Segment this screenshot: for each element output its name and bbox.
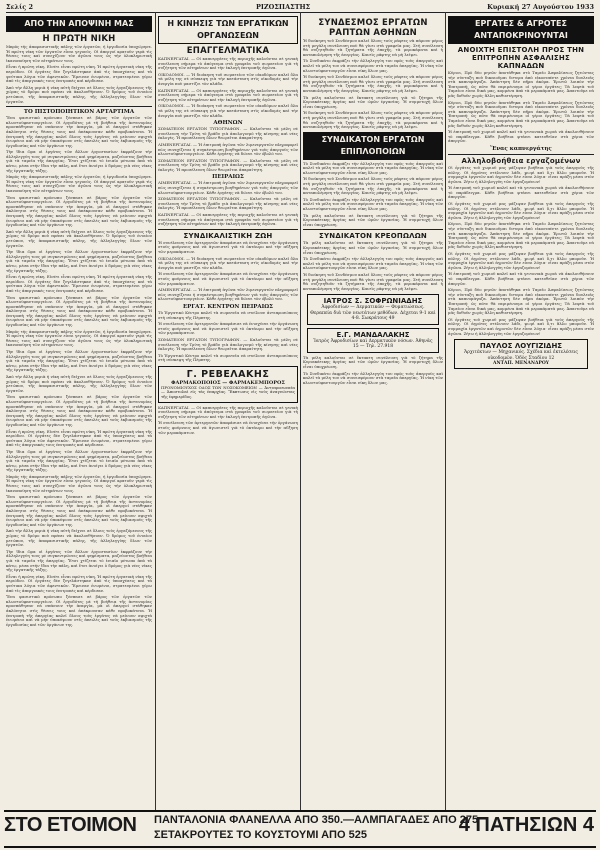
ad-title: ΙΑΤΡΟΣ Σ. ΣΟΦΡΩΝΙΑΔΗΣ (323, 297, 423, 306)
article-paragraph: Ἡ διοίκηση τοῦ Συνδέσμου καλεῖ ὅλους τοὺς ράφτες νὰ πάρουν μέρος στὴ μεγάλη συνέλευση ποὺ θὰ γίνει στὰ γραφεῖα μας. Στὴ συνέλευση θὰ συζητηθοῦν τὰ ζητήματα τῆς ἐποχῆς, τὰ μεροκάματα καὶ ἡ καταπολέμηση τῆς ἀνεργίας. Κανεὶς ράφτης νὰ μὴ λείψει. (303, 271, 443, 291)
page-number: Σελίς 2 (6, 3, 33, 11)
ad-subtitle: ΦΑΡΜΑΚΟΠΟΙΟΣ — ΦΑΡΜΑΚΕΜΠΟΡΟΣ (171, 379, 285, 386)
article-paragraph: Ἡ ἐπιτροπὴ τοῦ χωριοῦ καλεῖ καὶ τὰ γειτονικὰ χωριὰ νὰ ἀκολουθήσουν τὸ παράδειγμα. Κάθε βοήθεια φτάνει κατευθεῖαν στὰ χέρια τῶν ἀπεργῶν. (448, 271, 594, 286)
article-subtitle: ΠΕΙΡΑΙΩΣ (212, 174, 244, 181)
column-divider (155, 12, 156, 810)
article-title: Αλληλοβοήθεια εργαζομένων (461, 156, 581, 165)
article-paragraph: Τὸ Συνδικάτο ἐκφράζει τὴν ἀλληλεγγύη του πρὸς τοὺς ἀπεργοὺς καὶ καλεῖ τὰ μέλη του νὰ συνεισφέρουν στὰ ταμεῖα ἀπεργίας. Ἡ νίκη τῶν κλωστοϋφαντουργῶν εἶναι νίκη ὅλων μας. (303, 370, 443, 385)
article-signature: Ἕνας καπνεργάτης (490, 145, 552, 152)
article-paragraph: Μπρὸς τὴς ἀποφασιστικῆς πάλης τῶν ἐργατῶν, ἡ ἐργοδοσία ὑποχώρησε. Ἡ πρώτη νίκη τῶν ἐργατῶν εἶναι γεγονός. Οἱ ἀπεργοί κρατοῦν γερὰ τὶς θέσεις τους καὶ συνεχίζουν τὸν ἀγῶνα τους ὡς τὴν ὁλοκληρωτικὴ ἱκανοποίηση τῶν αἰτημάτων τους. (6, 44, 152, 63)
store-name: ΣΤΟ ΕΤΟΙΜΟΝ (4, 814, 137, 836)
article-paragraph: Ἡ διοίκηση τοῦ Συνδέσμου καλεῖ ὅλους τοὺς ράφτες νὰ πάρουν μέρος στὴ μεγάλη συνέλευση ποὺ θὰ γίνει στὰ γραφεῖα μας. Στὴ συνέλευση θὰ συζητηθοῦν τὰ ζητήματα τῆς ἐποχῆς, τὰ μεροκάματα καὶ ἡ καταπολέμηση τῆς ἀνεργίας. Κανεὶς ράφτης νὰ μὴ λείψει. (303, 74, 443, 93)
article-paragraph: ΟΙΚΟΔΟΜΟΙ. — Ἡ διοίκηση τοῦ σωματείου τῶν οἰκοδόμων καλεῖ ὅλα τὰ μέλη της σὲ σύσκεψη γιὰ τὴν κατάσταση στὶς οἰκοδομὲς καὶ τὴν ἀνεργία ποὺ μαστίζει τὸν κλάδο. (158, 71, 298, 86)
article-paragraph: ΚΑΠΝΕΡΓΑΤΑΙ. — Οἱ καπνεργάτες τῆς περιοχῆς καλοῦνται σὲ γενικὴ συνέλευση σήμερα τὸ ἀπόγευμα στὰ γραφεῖα τοῦ σωματείου γιὰ τὴ συζήτηση τῶν αἰτημάτων καὶ τὴν ἐκλογὴ ἐπιτροπῆς ἀγῶνα. (158, 212, 298, 227)
article-paragraph: Τὸ Ἐργατικὸ Κέντρο καλεῖ τὰ σωματεῖα νὰ στείλουν ἀντιπροσώπους στὴ σύσκεψη τῆς Πέμπτης. (158, 309, 298, 320)
article-paragraph: Τὰ μέλη καλοῦνται σὲ ἔκτακτη συνέλευση γιὰ τὸ ζήτημα τῆς Κυριακάτικης ἀργίας καὶ τῶν ὡρῶν ἐργασίας. Ἡ συμμετοχὴ ὅλων εἶναι ὑποχρέωση. (303, 240, 443, 255)
article-paragraph: Τὸ Συνδικάτο ἐκφράζει τὴν ἀλληλεγγύη του πρὸς τοὺς ἀπεργοὺς καὶ καλεῖ τὰ μέλη του νὰ συνεισφέρουν στὰ ταμεῖα ἀπεργίας. Ἡ νίκη τῶν κλωστοϋφαντουργῶν εἶναι νίκη ὅλων μας. (303, 196, 443, 212)
article-paragraph: ΟΙΚΟΔΟΜΟΙ. — Ἡ διοίκηση τοῦ σωματείου τῶν οἰκοδόμων καλεῖ ὅλα τὰ μέλη της σὲ σύσκεψη γιὰ τὴν κατάσταση στὶς οἰκοδομὲς καὶ τὴν ἀνεργία ποὺ μαστίζει τὸν κλάδο. (158, 103, 298, 118)
article-paragraph: Τὴν ἴδια ὥρα οἱ ἐργάτες τῶν ἄλλων ἐργοστασίων ἐκφράζουν τὴν ἀλληλεγγύη τους μὲ συγκεντρώσεις καὶ ψηφίσματα, μαζεύοντας βοήθεια γιὰ τὰ ταμεῖα τῆς ἀπεργίας. Ἔτσι χτίζεται τὸ ἑνιαῖο μέτωπο ἀπὸ τὰ κάτω, μέσα στὴν ἴδια τὴν πάλη, καὶ ἔτσι ἀνοίγει ὁ δρόμος γιὰ νέες νίκες τῆς ἐργατικῆς τάξης. (6, 249, 152, 273)
divider (303, 229, 443, 230)
article-paragraph: Εἶναι ἡ πρώτη νίκη. Εἰσέτι εἶναι πρώτη νίκη. Ἡ πρώτη ἐργατικὴ νίκη τῆς περιόδου. Οἱ ἐργάτες δὲν ξεγελάστηκαν ἀπὸ τὶς ὑποσχέσεις καὶ τὰ ψεύτικα λόγια τῶν ἀφεντικῶν. Ἔμειναν ἑνωμένοι, στρατευμένοι γύρω ἀπὸ τὶς ἀπεργιακὲς τους ἐπιτροπὲς καὶ κέρδισαν. (6, 274, 152, 293)
article-paragraph: ΣΩΜΑΤΕΙΟΝ ΕΡΓΑΤΩΝ ΤΥΠΟΓΡΑΦΩΝ. — Καλοῦνται τὰ μέλη σὲ συνέλευση τὴν Τρίτη τὸ βράδυ γιὰ ἀπολογισμὸ τῆς κίνησης καὶ νέες ἐκλογές. Ἡ προσέλευση ὅλων θεωρεῖται ἀπαραίτητη. (158, 126, 298, 141)
article-paragraph: ΚΑΠΝΕΡΓΑΤΑΙ. — Οἱ καπνεργάτες τῆς περιοχῆς καλοῦνται σὲ γενικὴ συνέλευση σήμερα τὸ ἀπόγευμα στὰ γραφεῖα τοῦ σωματείου γιὰ τὴ συζήτηση τῶν αἰτημάτων καὶ τὴν ἐκλογὴ ἐπιτροπῆς ἀγῶνα. (158, 87, 298, 102)
article-paragraph: Τὰ μέλη καλοῦνται σὲ ἔκτακτη συνέλευση γιὰ τὸ ζήτημα τῆς Κυριακάτικης ἀργίας καὶ τῶν ὡρῶν ἐργασίας. Ἡ συμμετοχὴ ὅλων εἶναι ὑποχρέωση. (303, 94, 443, 109)
article-paragraph: Ἡ ἐπιτροπὴ τοῦ χωριοῦ καλεῖ καὶ τὰ γειτονικὰ χωριὰ νὰ ἀκολουθήσουν τὸ παράδειγμα. Κάθε βοήθεια φτάνει κατευθεῖαν στὰ χέρια τῶν ἀπεργῶν. (448, 185, 594, 200)
section-banner: ΕΡΓΑΤΕΣ & ΑΓΡΟΤΕΣ ΑΝΤΑΠΟΚΡΙΝΟΥΝΤΑΙ (448, 16, 594, 44)
pharmacy-advertisement (158, 366, 298, 403)
article-title: ΕΠΑΓΓΕΛΜΑΤΙΚΑ (186, 46, 270, 56)
article-paragraph: Ἡ διοίκηση τοῦ Συνδέσμου καλεῖ ὅλους τοὺς ράφτες νὰ πάρουν μέρος στὴ μεγάλη συνέλευση ποὺ θὰ γίνει στὰ γραφεῖα μας. Στὴ συνέλευση θὰ συζητηθοῦν τὰ ζητήματα τῆς ἐποχῆς, τὰ μεροκάματα καὶ ἡ καταπολέμηση τῆς ἀνεργίας. Κανεὶς ράφτης νὰ μὴ λείψει. (303, 110, 443, 130)
footer-advertisement (4, 810, 596, 848)
article-title: ΣΥΝΔΕΣΜΟΣ ΕΡΓΑΤΩΝ ΡΑΠΤΩΝ ΑΘΗΝΩΝ (318, 18, 428, 38)
article-paragraph: Κύριοι, Πρὸ δύο μηνῶν ἀποτάθηκα στὸ Ταμεῖο Ἀσφαλίσεως ζητώντας τὴν σύνταξη ποὺ δικαιοῦμαι ὕστερα ἀπὸ εἰκοσιπέντε χρόνια δουλειᾶς στὰ καπνομάγαζα. Ἀπάντηση δὲν πῆρα ἀκόμα. Ἐρωτῶ λοιπὸν τὴν Ἐπιτροπή: ὡς πότε θὰ περιμένουμε οἱ γέροι ἐργάτες; Τὰ λεφτὰ τοῦ Ταμείου εἶναι δικά μας, κομμένα ἀπὸ τὰ μεροκάματά μας. Ἀπαιτοῦμε νὰ μᾶς δοθοῦν χωρὶς ἄλλη καθυστέρηση. (448, 221, 594, 250)
ad-footer: ΑΝΤΑΠ. ΜΕΝΑΝΔΡΟΥ (493, 361, 549, 367)
article-paragraph: ΚΑΠΝΕΡΓΑΤΑΙ. — Οἱ καπνεργάτες τῆς περιοχῆς καλοῦνται σὲ γενικὴ συνέλευση σήμερα τὸ ἀπόγευμα στὰ γραφεῖα τοῦ σωματείου γιὰ τὴ συζήτηση τῶν αἰτημάτων καὶ τὴν ἐκλογὴ ἐπιτροπῆς ἀγῶνα. (158, 56, 298, 71)
ad-text: ΠΡΟΝΟΜΙΟΥΧΟΣ ΟΔΟΣ ΤΩΝ ΝΟΣΟΚΟΜΕΙΩΝ — Ἀντιπροσωπεία — Ἀποστολαὶ εἰς τὰς ἐπαρχίας. Ἔκπτωσις εἰς τοὺς ἀναγνώστας τῆς ἐφημερίδος. (161, 384, 295, 400)
section-banner: Η ΚΙΝΗΣΙΣ ΤΩΝ ΕΡΓΑΤΙΚΩΝ ΟΡΓΑΝΩΣΕΩΝ (158, 16, 298, 44)
article-paragraph: Κύριοι, Πρὸ δύο μηνῶν ἀποτάθηκα στὸ Ταμεῖο Ἀσφαλίσεως ζητώντας τὴν σύνταξη ποὺ δικαιοῦμαι ὕστερα ἀπὸ εἰκοσιπέντε χρόνια δουλειᾶς στὰ καπνομάγαζα. Ἀπάντηση δὲν πῆρα ἀκόμα. Ἐρωτῶ λοιπὸν τὴν Ἐπιτροπή: ὡς πότε θὰ περιμένουμε οἱ γέροι ἐργάτες; Τὰ λεφτὰ τοῦ Ταμείου εἶναι δικά μας, κομμένα ἀπὸ τὰ μεροκάματά μας. Ἀπαιτοῦμε νὰ μᾶς δοθοῦν χωρὶς ἄλλη καθυστέρηση. (448, 70, 594, 98)
ad-line-suits: ΣΕΤΑΚΡΟΥΤΕΣ ΤΟ ΚΟΥΣΤΟΥΜΙ ΑΠΟ 525 (154, 829, 367, 841)
article-paragraph: Τὰ μέλη καλοῦνται σὲ ἔκτακτη συνέλευση γιὰ τὸ ζήτημα τῆς Κυριακάτικης ἀργίας καὶ τῶν ὡρῶν ἐργασίας. Ἡ συμμετοχὴ ὅλων εἶναι ὑποχρέωση. (303, 212, 443, 227)
article-paragraph: Μπρὸς τὴς ἀποφασιστικῆς πάλης τῶν ἐργατῶν, ἡ ἐργοδοσία ὑποχώρησε. Ἡ πρώτη νίκη τῶν ἐργατῶν εἶναι γεγονός. Οἱ ἀπεργοί κρατοῦν γερὰ τὶς θέσεις τους καὶ συνεχίζουν τὸν ἀγῶνα τους ὡς τὴν ὁλοκληρωτικὴ ἱκανοποίηση τῶν αἰτημάτων τους. (6, 473, 152, 493)
article-paragraph: Μπρὸς τὴς ἀποφασιστικῆς πάλης τῶν ἐργατῶν, ἡ ἐργοδοσία ὑποχώρησε. Ἡ πρώτη νίκη τῶν ἐργατῶν εἶναι γεγονός. Οἱ ἀπεργοί κρατοῦν γερὰ τὶς θέσεις τους καὶ συνεχίζουν τὸν ἀγῶνα τους ὡς τὴν ὁλοκληρωτικὴ ἱκανοποίηση τῶν αἰτημάτων τους. (6, 328, 152, 348)
article-paragraph: Ἀπὸ τὴν ἄλλη μεριὰ ἡ νίκη αὐτὴ δείχνει σὲ ὅλους τοὺς ἐργαζόμενους τῆς χώρας τὸ δρόμο ποὺ πρέπει νὰ ἀκολουθήσουν. Ὁ δρόμος τοῦ ἑνιαίου μετώπου, τῆς ἀποφασιστικῆς πάλης, τῆς ἀλληλεγγύης ὅλων τῶν ἐργατῶν. (6, 228, 152, 248)
column-divider (300, 12, 301, 810)
article-paragraph: Ἡ συνέλευση τῶν ἀρτεργατῶν ἀποφάσισε νὰ ἐνισχύσει τὴν ὀργάνωση στοὺς φούρνους καὶ νὰ ἀγωνιστεῖ γιὰ τὸ ὀκτάωρο καὶ τὴν αὔξηση τῶν μεροκάματων. (158, 239, 298, 254)
article-paragraph: Τὴν ἴδια ὥρα οἱ ἐργάτες τῶν ἄλλων ἐργοστασίων ἐκφράζουν τὴν ἀλληλεγγύη τους μὲ συγκεντρώσεις καὶ ψηφίσματα, μαζεύοντας βοήθεια γιὰ τὰ ταμεῖα τῆς ἀπεργίας. Ἔτσι χτίζεται τὸ ἑνιαῖο μέτωπο ἀπὸ τὰ κάτω, μέσα στὴν ἴδια τὴν πάλη, καὶ ἔτσι ἀνοίγει ὁ δρόμος γιὰ νέες νίκες τῆς ἐργατικῆς τάξης. (6, 448, 152, 473)
doctor-advertisement (307, 294, 439, 325)
article-paragraph: Ἕνα φασιστικὸ πρόσωπο ξέσπασε σὲ βάρος τῶν ἐργατῶν τῶν κλωστοϋφαντουργείων. Οἱ ἐργοδότες μὲ τὴ βοήθεια τῆς ἀστυνομίας προσπάθησαν νὰ σπάσουν τὴν ἀπεργία, μὰ οἱ ἀπεργοί στάθηκαν ἀκλόνητοι στὶς θέσεις τους καὶ ἀπέκρουσαν κάθε προβοκάτσια. Ἡ ἐπιτροπὴ τῆς ἀπεργίας καλεῖ ὅλους τοὺς ἐργάτες νὰ μείνουν σφιχτὰ ἑνωμένοι καὶ νὰ μὴν ὑποκύψουν στὶς ἀπειλὲς καὶ τοὺς ἐκβιασμοὺς τῆς ἐργοδοσίας καὶ τῶν ὀργάνων της. (6, 115, 152, 148)
article-paragraph: ΣΩΜΑΤΕΙΟΝ ΕΡΓΑΤΩΝ ΤΥΠΟΓΡΑΦΩΝ. — Καλοῦνται τὰ μέλη σὲ συνέλευση τὴν Τρίτη τὸ βράδυ γιὰ ἀπολογισμὸ τῆς κίνησης καὶ νέες ἐκλογές. Ἡ προσέλευση ὅλων θεωρεῖται ἀπαραίτητη. (158, 336, 298, 352)
masthead: ΡΙΖΟΣΠΑΣΤΗΣ (256, 3, 311, 11)
article-title: ΣΥΝΔΙΚΑΤΟΝ ΚΡΕΟΠΩΛΩΝ (319, 232, 427, 241)
article-paragraph: Τὰ μέλη καλοῦνται σὲ ἔκτακτη συνέλευση γιὰ τὸ ζήτημα τῆς Κυριακάτικης ἀργίας καὶ τῶν ὡρῶν ἐργασίας. Ἡ συμμετοχὴ ὅλων εἶναι ὑποχρέωση. (303, 354, 443, 370)
article-paragraph: Κύριοι, Πρὸ δύο μηνῶν ἀποτάθηκα στὸ Ταμεῖο Ἀσφαλίσεως ζητώντας τὴν σύνταξη ποὺ δικαιοῦμαι ὕστερα ἀπὸ εἰκοσιπέντε χρόνια δουλειᾶς στὰ καπνομάγαζα. Ἀπάντηση δὲν πῆρα ἀκόμα. Ἐρωτῶ λοιπὸν τὴν Ἐπιτροπή: ὡς πότε θὰ περιμένουμε οἱ γέροι ἐργάτες; Τὰ λεφτὰ τοῦ Ταμείου εἶναι δικά μας, κομμένα ἀπὸ τὰ μεροκάματά μας. Ἀπαιτοῦμε νὰ μᾶς δοθοῦν χωρὶς ἄλλη καθυστέρηση. (448, 287, 594, 316)
article-paragraph: ΣΩΜΑΤΕΙΟΝ ΕΡΓΑΤΩΝ ΤΥΠΟΓΡΑΦΩΝ. — Καλοῦνται τὰ μέλη σὲ συνέλευση τὴν Τρίτη τὸ βράδυ γιὰ ἀπολογισμὸ τῆς κίνησης καὶ νέες ἐκλογές. Ἡ προσέλευση ὅλων θεωρεῖται ἀπαραίτητη. (158, 157, 298, 172)
article-paragraph: Ἀπὸ τὴν ἄλλη μεριὰ ἡ νίκη αὐτὴ δείχνει σὲ ὅλους τοὺς ἐργαζόμενους τῆς χώρας τὸ δρόμο ποὺ πρέπει νὰ ἀκολουθήσουν. Ὁ δρόμος τοῦ ἑνιαίου μετώπου, τῆς ἀποφασιστικῆς πάλης, τῆς ἀλληλεγγύης ὅλων τῶν ἐργατῶν. (6, 84, 152, 104)
article-paragraph: Οἱ ἐργάτες τοῦ χωριοῦ μας μάζεψαν βοήθεια γιὰ τοὺς ἀπεργοὺς τῆς πόλης. Οἱ ἀγρότες στέλνουν λάδι, ψωμὶ καὶ ὅ,τι ἄλλο μποροῦν. Ἡ συμμαχία ἐργατῶν καὶ ἀγροτῶν δὲν εἶναι λόγια· εἶναι πράξη μέσα στὸν ἀγῶνα. Ζήτω ἡ ἀλληλεγγύη τῶν ἐργαζομένων! (448, 251, 594, 270)
section-banner: ΣΥΝΔΙΚΑΤΟΝ ΕΡΓΑΤΩΝ ΕΠΙΠΛΟΠΟΙΩΝ (303, 132, 443, 160)
architect-advertisement (454, 339, 588, 369)
ad-title: Ε.Γ. ΜΑΝΔΑΛΑΚΗΣ (336, 330, 410, 339)
article-paragraph: ΛΙΜΕΝΕΡΓΑΤΑΙ. — Ἡ ἐπιτροπὴ ἀγῶνα τῶν λιμενεργατῶν πληροφορεῖ πὼς συνεχίζεται ἡ συγκέντρωση βοηθημάτων γιὰ τοὺς ἀπεργοὺς τῶν κλωστοϋφαντουργείων. Κάθε ἐργάτης νὰ δώσει τὸν ὀβολό του. (158, 287, 298, 302)
article-paragraph: Ἡ διοίκηση τοῦ Συνδέσμου καλεῖ ὅλους τοὺς ράφτες νὰ πάρουν μέρος στὴ μεγάλη συνέλευση ποὺ θὰ γίνει στὰ γραφεῖα μας. Στὴ συνέλευση θὰ συζητηθοῦν τὰ ζητήματα τῆς ἐποχῆς, τὰ μεροκάματα καὶ ἡ καταπολέμηση τῆς ἀνεργίας. Κανεὶς ράφτης νὰ μὴ λείψει. (303, 176, 443, 196)
article-paragraph: Οἱ ἐργάτες τοῦ χωριοῦ μας μάζεψαν βοήθεια γιὰ τοὺς ἀπεργοὺς τῆς πόλης. Οἱ ἀγρότες στέλνουν λάδι, ψωμὶ καὶ ὅ,τι ἄλλο μποροῦν. Ἡ συμμαχία ἐργατῶν καὶ ἀγροτῶν δὲν εἶναι λόγια· εἶναι πράξη μέσα στὸν ἀγῶνα. Ζήτω ἡ ἀλληλεγγύη τῶν ἐργαζομένων! (448, 164, 594, 184)
article-paragraph: ΛΙΜΕΝΕΡΓΑΤΑΙ. — Ἡ ἐπιτροπὴ ἀγῶνα τῶν λιμενεργατῶν πληροφορεῖ πὼς συνεχίζεται ἡ συγκέντρωση βοηθημάτων γιὰ τοὺς ἀπεργοὺς τῶν κλωστοϋφαντουργείων. Κάθε ἐργάτης νὰ δώσει τὸν ὀβολό του. (158, 141, 298, 157)
issue-date: Κυριακή 27 Αυγούστου 1933 (487, 3, 594, 11)
article-paragraph: Εἶναι ἡ πρώτη νίκη. Εἰσέτι εἶναι πρώτη νίκη. Ἡ πρώτη ἐργατικὴ νίκη τῆς περιόδου. Οἱ ἐργάτες δὲν ξεγελάστηκαν ἀπὸ τὶς ὑποσχέσεις καὶ τὰ ψεύτικα λόγια τῶν ἀφεντικῶν. Ἔμειναν ἑνωμένοι, στρατευμένοι γύρω ἀπὸ τὶς ἀπεργιακὲς τους ἐπιτροπὲς καὶ κέρδισαν. (6, 428, 152, 448)
article-paragraph: Ἕνα φασιστικὸ πρόσωπο ξέσπασε σὲ βάρος τῶν ἐργατῶν τῶν κλωστοϋφαντουργείων. Οἱ ἐργοδότες μὲ τὴ βοήθεια τῆς ἀστυνομίας προσπάθησαν νὰ σπάσουν τὴν ἀπεργία, μὰ οἱ ἀπεργοί στάθηκαν ἀκλόνητοι στὶς θέσεις τους καὶ ἀπέκρουσαν κάθε προβοκάτσια. Ἡ ἐπιτροπὴ τῆς ἀπεργίας καλεῖ ὅλους τοὺς ἐργάτες νὰ μείνουν σφιχτὰ ἑνωμένοι καὶ νὰ μὴν ὑποκύψουν στὶς ἀπειλὲς καὶ τοὺς ἐκβιασμοὺς τῆς ἐργοδοσίας καὶ τῶν ὀργάνων της. (6, 294, 152, 328)
column-unions (303, 16, 443, 806)
article-paragraph: ΛΙΜΕΝΕΡΓΑΤΑΙ. — Ἡ ἐπιτροπὴ ἀγῶνα τῶν λιμενεργατῶν πληροφορεῖ πὼς συνεχίζεται ἡ συγκέντρωση βοηθημάτων γιὰ τοὺς ἀπεργοὺς τῶν κλωστοϋφαντουργείων. Κάθε ἐργάτης νὰ δώσει τὸν ὀβολό του. (158, 180, 298, 195)
article-paragraph: Ἡ συνέλευση τῶν ἀρτεργατῶν ἀποφάσισε νὰ ἐνισχύσει τὴν ὀργάνωση στοὺς φούρνους καὶ νὰ ἀγωνιστεῖ γιὰ τὸ ὀκτάωρο καὶ τὴν αὔξηση τῶν μεροκάματων. (158, 321, 298, 336)
article-paragraph: Ἡ διοίκηση τοῦ Συνδέσμου καλεῖ ὅλους τοὺς ράφτες νὰ πάρουν μέρος στὴ μεγάλη συνέλευση ποὺ θὰ γίνει στὰ γραφεῖα μας. Στὴ συνέλευση θὰ συζητηθοῦν τὰ ζητήματα τῆς ἐποχῆς, τὰ μεροκάματα καὶ ἡ καταπολέμηση τῆς ἀνεργίας. Κανεὶς ράφτης νὰ μὴ λείψει. (303, 38, 443, 57)
article-paragraph: Τὴν ἴδια ὥρα οἱ ἐργάτες τῶν ἄλλων ἐργοστασίων ἐκφράζουν τὴν ἀλληλεγγύη τους μὲ συγκεντρώσεις καὶ ψηφίσματα, μαζεύοντας βοήθεια γιὰ τὰ ταμεῖα τῆς ἀπεργίας. Ἔτσι χτίζεται τὸ ἑνιαῖο μέτωπο ἀπὸ τὰ κάτω, μέσα στὴν ἴδια τὴν πάλη, καὶ ἔτσι ἀνοίγει ὁ δρόμος γιὰ νέες νίκες τῆς ἐργατικῆς τάξης. (6, 349, 152, 373)
article-paragraph: Εἶναι ἡ πρώτη νίκη. Εἰσέτι εἶναι πρώτη νίκη. Ἡ πρώτη ἐργατικὴ νίκη τῆς περιόδου. Οἱ ἐργάτες δὲν ξεγελάστηκαν ἀπὸ τὶς ὑποσχέσεις καὶ τὰ ψεύτικα λόγια τῶν ἀφεντικῶν. Ἔμειναν ἑνωμένοι, στρατευμένοι γύρω ἀπὸ τὶς ἀπεργιακὲς τους ἐπιτροπὲς καὶ κέρδισαν. (6, 64, 152, 84)
article-paragraph: ΚΑΠΝΕΡΓΑΤΑΙ. — Οἱ καπνεργάτες τῆς περιοχῆς καλοῦνται σὲ γενικὴ συνέλευση σήμερα τὸ ἀπόγευμα στὰ γραφεῖα τοῦ σωματείου γιὰ τὴ συζήτηση τῶν αἰτημάτων καὶ τὴν ἐκλογὴ ἐπιτροπῆς ἀγῶνα. (158, 404, 298, 419)
column-divider (445, 12, 446, 810)
article-paragraph: Ἡ ἐπιτροπὴ τοῦ χωριοῦ καλεῖ καὶ τὰ γειτονικὰ χωριὰ νὰ ἀκολουθήσουν τὸ παράδειγμα. Κάθε βοήθεια φτάνει κατευθεῖαν στὰ χέρια τῶν ἀπεργῶν. (448, 129, 594, 144)
ad-text: Ἰατρὸς Ἀφροδισίων καὶ Δερματικῶν νόσων. Ἀθηνᾶς 15 — Τηλ. 27.918 (313, 338, 433, 350)
article-paragraph: ΟΙΚΟΔΟΜΟΙ. — Ἡ διοίκηση τοῦ σωματείου τῶν οἰκοδόμων καλεῖ ὅλα τὰ μέλη της σὲ σύσκεψη γιὰ τὴν κατάσταση στὶς οἰκοδομὲς καὶ τὴν ἀνεργία ποὺ μαστίζει τὸν κλάδο. (158, 255, 298, 270)
article-paragraph: Ἀπὸ τὴν ἄλλη μεριὰ ἡ νίκη αὐτὴ δείχνει σὲ ὅλους τοὺς ἐργαζόμενους τῆς χώρας τὸ δρόμο ποὺ πρέπει νὰ ἀκολουθήσουν. Ὁ δρόμος τοῦ ἑνιαίου μετώπου, τῆς ἀποφασιστικῆς πάλης, τῆς ἀλληλεγγύης ὅλων τῶν ἐργατῶν. (6, 374, 152, 393)
divider (158, 229, 298, 230)
article-paragraph: Ἕνα φασιστικὸ πρόσωπο ξέσπασε σὲ βάρος τῶν ἐργατῶν τῶν κλωστοϋφαντουργείων. Οἱ ἐργοδότες μὲ τὴ βοήθεια τῆς ἀστυνομίας προσπάθησαν νὰ σπάσουν τὴν ἀπεργία, μὰ οἱ ἀπεργοί στάθηκαν ἀκλόνητοι στὶς θέσεις τους καὶ ἀπέκρουσαν κάθε προβοκάτσια. Ἡ ἐπιτροπὴ τῆς ἀπεργίας καλεῖ ὅλους τοὺς ἐργάτες νὰ μείνουν σφιχτὰ ἑνωμένοι καὶ νὰ μὴν ὑποκύψουν στὶς ἀπειλὲς καὶ τοὺς ἐκβιασμοὺς τῆς ἐργοδοσίας καὶ τῶν ὀργάνων της. (6, 194, 152, 228)
article-subtitle: ΑΘΗΝΩΝ (213, 120, 243, 127)
ad-line-trousers: ΠΑΝΤΑΛΟΝΙΑ ΦΛΑΝΕΛΛΑ ΑΠΟ 350.—ΑΛΜΠΑΓΑΔΕΣ ΑΠΟ 275 (154, 814, 479, 826)
ad-title: Γ. ΡΕΒΕΛΑΚΗΣ (186, 368, 270, 380)
article-paragraph: Ἕνα φασιστικὸ πρόσωπο ξέσπασε σὲ βάρος τῶν ἐργατῶν τῶν κλωστοϋφαντουργείων. Οἱ ἐργοδότες μὲ τὴ βοήθεια τῆς ἀστυνομίας προσπάθησαν νὰ σπάσουν τὴν ἀπεργία, μὰ οἱ ἀπεργοί στάθηκαν ἀκλόνητοι στὶς θέσεις τους καὶ ἀπέκρουσαν κάθε προβοκάτσια. Ἡ ἐπιτροπὴ τῆς ἀπεργίας καλεῖ ὅλους τοὺς ἐργάτες νὰ μείνουν σφιχτὰ ἑνωμένοι καὶ νὰ μὴν ὑποκύψουν στὶς ἀπειλὲς καὶ τοὺς ἐκβιασμοὺς τῆς ἐργοδοσίας καὶ τῶν ὀργάνων της. (6, 494, 152, 527)
article-paragraph: Ἀπὸ τὴν ἄλλη μεριὰ ἡ νίκη αὐτὴ δείχνει σὲ ὅλους τοὺς ἐργαζόμενους τῆς χώρας τὸ δρόμο ποὺ πρέπει νὰ ἀκολουθήσουν. Ὁ δρόμος τοῦ ἑνιαίου μετώπου, τῆς ἀποφασιστικῆς πάλης, τῆς ἀλληλεγγύης ὅλων τῶν ἐργατῶν. (6, 528, 152, 548)
article-subtitle: ΤΟ ΠΙΣΤΟΠΟΙΗΤΙΚΟΝ ΑΡΤΑΡΤΙΜΑ (23, 109, 135, 116)
article-paragraph: Τὴν ἴδια ὥρα οἱ ἐργάτες τῶν ἄλλων ἐργοστασίων ἐκφράζουν τὴν ἀλληλεγγύη τους μὲ συγκεντρώσεις καὶ ψηφίσματα, μαζεύοντας βοήθεια γιὰ τὰ ταμεῖα τῆς ἀπεργίας. Ἔτσι χτίζεται τὸ ἑνιαῖο μέτωπο ἀπὸ τὰ κάτω, μέσα στὴν ἴδια τὴν πάλη, καὶ ἔτσι ἀνοίγει ὁ δρόμος γιὰ νέες νίκες τῆς ἐργατικῆς τάξης. (6, 149, 152, 173)
article-title: ΑΝΟΙΧΤΗ ΕΠΙΣΤΟΛΗ ΠΡΟΣ ΤΗΝ ΕΠΙΤΡΟΠΗΝ ΑΣΦΑΛΙΣΗΣ ΚΑΠΝΑΔΩΝ (457, 46, 585, 70)
divider (6, 106, 152, 107)
ad-text: Ἀρχιτέκτων — Μηχανικός. Σχέδια καὶ ἐκτελέσεις οἰκοδομῶν. Ὁδὸς Σταδίου 12 (464, 350, 578, 361)
article-paragraph: Τὸ Συνδικάτο ἐκφράζει τὴν ἀλληλεγγύη του πρὸς τοὺς ἀπεργοὺς καὶ καλεῖ τὰ μέλη του νὰ συνεισφέρουν στὰ ταμεῖα ἀπεργίας. Ἡ νίκη τῶν κλωστοϋφαντουργῶν εἶναι νίκη ὅλων μας. (303, 256, 443, 271)
article-paragraph: Τὸ Συνδικάτο ἐκφράζει τὴν ἀλληλεγγύη του πρὸς τοὺς ἀπεργοὺς καὶ καλεῖ τὰ μέλη του νὰ συνεισφέρουν στὰ ταμεῖα ἀπεργίας. Ἡ νίκη τῶν κλωστοϋφαντουργῶν εἶναι νίκη ὅλων μας. (303, 160, 443, 175)
divider (448, 154, 594, 155)
article-paragraph: Ἡ συνέλευση τῶν ἀρτεργατῶν ἀποφάσισε νὰ ἐνισχύσει τὴν ὀργάνωση στοὺς φούρνους καὶ νὰ ἀγωνιστεῖ γιὰ τὸ ὀκτάωρο καὶ τὴν αὔξηση τῶν μεροκάματων. (158, 271, 298, 286)
article-title: ΣΥΝΔΙΚΑΛΙΣΤΙΚΗ ΖΩΗ (183, 231, 273, 240)
article-paragraph: Τὸ Συνδικάτο ἐκφράζει τὴν ἀλληλεγγύη του πρὸς τοὺς ἀπεργοὺς καὶ καλεῖ τὰ μέλη του νὰ συνεισφέρουν στὰ ταμεῖα ἀπεργίας. Ἡ νίκη τῶν κλωστοϋφαντουργῶν εἶναι νίκη ὅλων μας. (303, 58, 443, 73)
article-paragraph: Ἕνα φασιστικὸ πρόσωπο ξέσπασε σὲ βάρος τῶν ἐργατῶν τῶν κλωστοϋφαντουργείων. Οἱ ἐργοδότες μὲ τὴ βοήθεια τῆς ἀστυνομίας προσπάθησαν νὰ σπάσουν τὴν ἀπεργία, μὰ οἱ ἀπεργοί στάθηκαν ἀκλόνητοι στὶς θέσεις τους καὶ ἀπέκρουσαν κάθε προβοκάτσια. Ἡ ἐπιτροπὴ τῆς ἀπεργίας καλεῖ ὅλους τοὺς ἐργάτες νὰ μείνουν σφιχτὰ ἑνωμένοι καὶ νὰ μὴν ὑποκύψουν στὶς ἀπειλὲς καὶ τοὺς ἐκβιασμοὺς τῆς ἐργοδοσίας καὶ τῶν ὀργάνων της. (6, 594, 152, 627)
section-banner: ΑΠΟ ΤΗΝ ΑΠΟΨΙΝΗ ΜΑΣ (6, 16, 152, 32)
article-paragraph: Οἱ ἐργάτες τοῦ χωριοῦ μας μάζεψαν βοήθεια γιὰ τοὺς ἀπεργοὺς τῆς πόλης. Οἱ ἀγρότες στέλνουν λάδι, ψωμὶ καὶ ὅ,τι ἄλλο μποροῦν. Ἡ συμμαχία ἐργατῶν καὶ ἀγροτῶν δὲν εἶναι λόγια· εἶναι πράξη μέσα στὸν ἀγῶνα. Ζήτω ἡ ἀλληλεγγύη τῶν ἐργαζομένων! (448, 316, 594, 336)
store-address: 4 ΠΑΤΗΣΙΩΝ 4 (458, 814, 594, 836)
article-paragraph: Οἱ ἐργάτες τοῦ χωριοῦ μας μάζεψαν βοήθεια γιὰ τοὺς ἀπεργοὺς τῆς πόλης. Οἱ ἀγρότες στέλνουν λάδι, ψωμὶ καὶ ὅ,τι ἄλλο μποροῦν. Ἡ συμμαχία ἐργατῶν καὶ ἀγροτῶν δὲν εἶναι λόγια· εἶναι πράξη μέσα στὸν ἀγῶνα. Ζήτω ἡ ἀλληλεγγύη τῶν ἐργαζομένων! (448, 201, 594, 220)
article-paragraph: Μπρὸς τὴς ἀποφασιστικῆς πάλης τῶν ἐργατῶν, ἡ ἐργοδοσία ὑποχώρησε. Ἡ πρώτη νίκη τῶν ἐργατῶν εἶναι γεγονός. Οἱ ἀπεργοί κρατοῦν γερὰ τὶς θέσεις τους καὶ συνεχίζουν τὸν ἀγῶνα τους ὡς τὴν ὁλοκληρωτικὴ ἱκανοποίηση τῶν αἰτημάτων τους. (6, 174, 152, 194)
doctor-advertisement (307, 328, 439, 353)
article-title: Η ΠΡΩΤΗ ΝΙΚΗ (42, 34, 116, 44)
article-subtitle: ΕΡΓΑΤ. ΚΕΝΤΡΟΝ ΠΕΙΡΑΙΩΣ (182, 303, 274, 310)
article-paragraph: Κύριοι, Πρὸ δύο μηνῶν ἀποτάθηκα στὸ Ταμεῖο Ἀσφαλίσεως ζητώντας τὴν σύνταξη ποὺ δικαιοῦμαι ὕστερα ἀπὸ εἰκοσιπέντε χρόνια δουλειᾶς στὰ καπνομάγαζα. Ἀπάντηση δὲν πῆρα ἀκόμα. Ἐρωτῶ λοιπὸν τὴν Ἐπιτροπή: ὡς πότε θὰ περιμένουμε οἱ γέροι ἐργάτες; Τὰ λεφτὰ τοῦ Ταμείου εἶναι δικά μας, κομμένα ἀπὸ τὰ μεροκάματά μας. Ἀπαιτοῦμε νὰ μᾶς δοθοῦν χωρὶς ἄλλη καθυστέρηση. (448, 99, 594, 128)
column-correspondence (448, 16, 594, 806)
article-paragraph: ΣΩΜΑΤΕΙΟΝ ΕΡΓΑΤΩΝ ΤΥΠΟΓΡΑΦΩΝ. — Καλοῦνται τὰ μέλη σὲ συνέλευση τὴν Τρίτη τὸ βράδυ γιὰ ἀπολογισμὸ τῆς κίνησης καὶ νέες ἐκλογές. Ἡ προσέλευση ὅλων θεωρεῖται ἀπαραίτητη. (158, 196, 298, 211)
article-paragraph: Τὸ Ἐργατικὸ Κέντρο καλεῖ τὰ σωματεῖα νὰ στείλουν ἀντιπροσώπους στὴ σύσκεψη τῆς Πέμπτης. (158, 352, 298, 363)
column-opinion (6, 16, 152, 806)
column-labour-news (158, 16, 298, 806)
ad-text: Ἀφροδισίων — Δερματικῶν — Φυματιώσεως. Θεραπεία διὰ τῶν νεωτάτων μεθόδων. Δέχεται 9-1 καὶ 4-8. Σωκράτους 49 (310, 305, 436, 322)
article-paragraph: Εἶναι ἡ πρώτη νίκη. Εἰσέτι εἶναι πρώτη νίκη. Ἡ πρώτη ἐργατικὴ νίκη τῆς περιόδου. Οἱ ἐργάτες δὲν ξεγελάστηκαν ἀπὸ τὶς ὑποσχέσεις καὶ τὰ ψεύτικα λόγια τῶν ἀφεντικῶν. Ἔμειναν ἑνωμένοι, στρατευμένοι γύρω ἀπὸ τὶς ἀπεργιακὲς τους ἐπιτροπὲς καὶ κέρδισαν. (6, 573, 152, 593)
article-paragraph: Τὴν ἴδια ὥρα οἱ ἐργάτες τῶν ἄλλων ἐργοστασίων ἐκφράζουν τὴν ἀλληλεγγύη τους μὲ συγκεντρώσεις καὶ ψηφίσματα, μαζεύοντας βοήθεια γιὰ τὰ ταμεῖα τῆς ἀπεργίας. Ἔτσι χτίζεται τὸ ἑνιαῖο μέτωπο ἀπὸ τὰ κάτω, μέσα στὴν ἴδια τὴν πάλη, καὶ ἔτσι ἀνοίγει ὁ δρόμος γιὰ νέες νίκες τῆς ἐργατικῆς τάξης. (6, 548, 152, 573)
article-paragraph: Ἡ συνέλευση τῶν ἀρτεργατῶν ἀποφάσισε νὰ ἐνισχύσει τὴν ὀργάνωση στοὺς φούρνους καὶ νὰ ἀγωνιστεῖ γιὰ τὸ ὀκτάωρο καὶ τὴν αὔξηση τῶν μεροκάματων. (158, 420, 298, 435)
article-paragraph: Ἕνα φασιστικὸ πρόσωπο ξέσπασε σὲ βάρος τῶν ἐργατῶν τῶν κλωστοϋφαντουργείων. Οἱ ἐργοδότες μὲ τὴ βοήθεια τῆς ἀστυνομίας προσπάθησαν νὰ σπάσουν τὴν ἀπεργία, μὰ οἱ ἀπεργοί στάθηκαν ἀκλόνητοι στὶς θέσεις τους καὶ ἀπέκρουσαν κάθε προβοκάτσια. Ἡ ἐπιτροπὴ τῆς ἀπεργίας καλεῖ ὅλους τοὺς ἐργάτες νὰ μείνουν σφιχτὰ ἑνωμένοι καὶ νὰ μὴν ὑποκύψουν στὶς ἀπειλὲς καὶ τοὺς ἐκβιασμοὺς τῆς ἐργοδοσίας καὶ τῶν ὀργάνων της. (6, 394, 152, 427)
ad-title: ΠΑΥΛΟΣ ΛΟΥΓΙΖΙΔΗΣ (479, 342, 563, 351)
